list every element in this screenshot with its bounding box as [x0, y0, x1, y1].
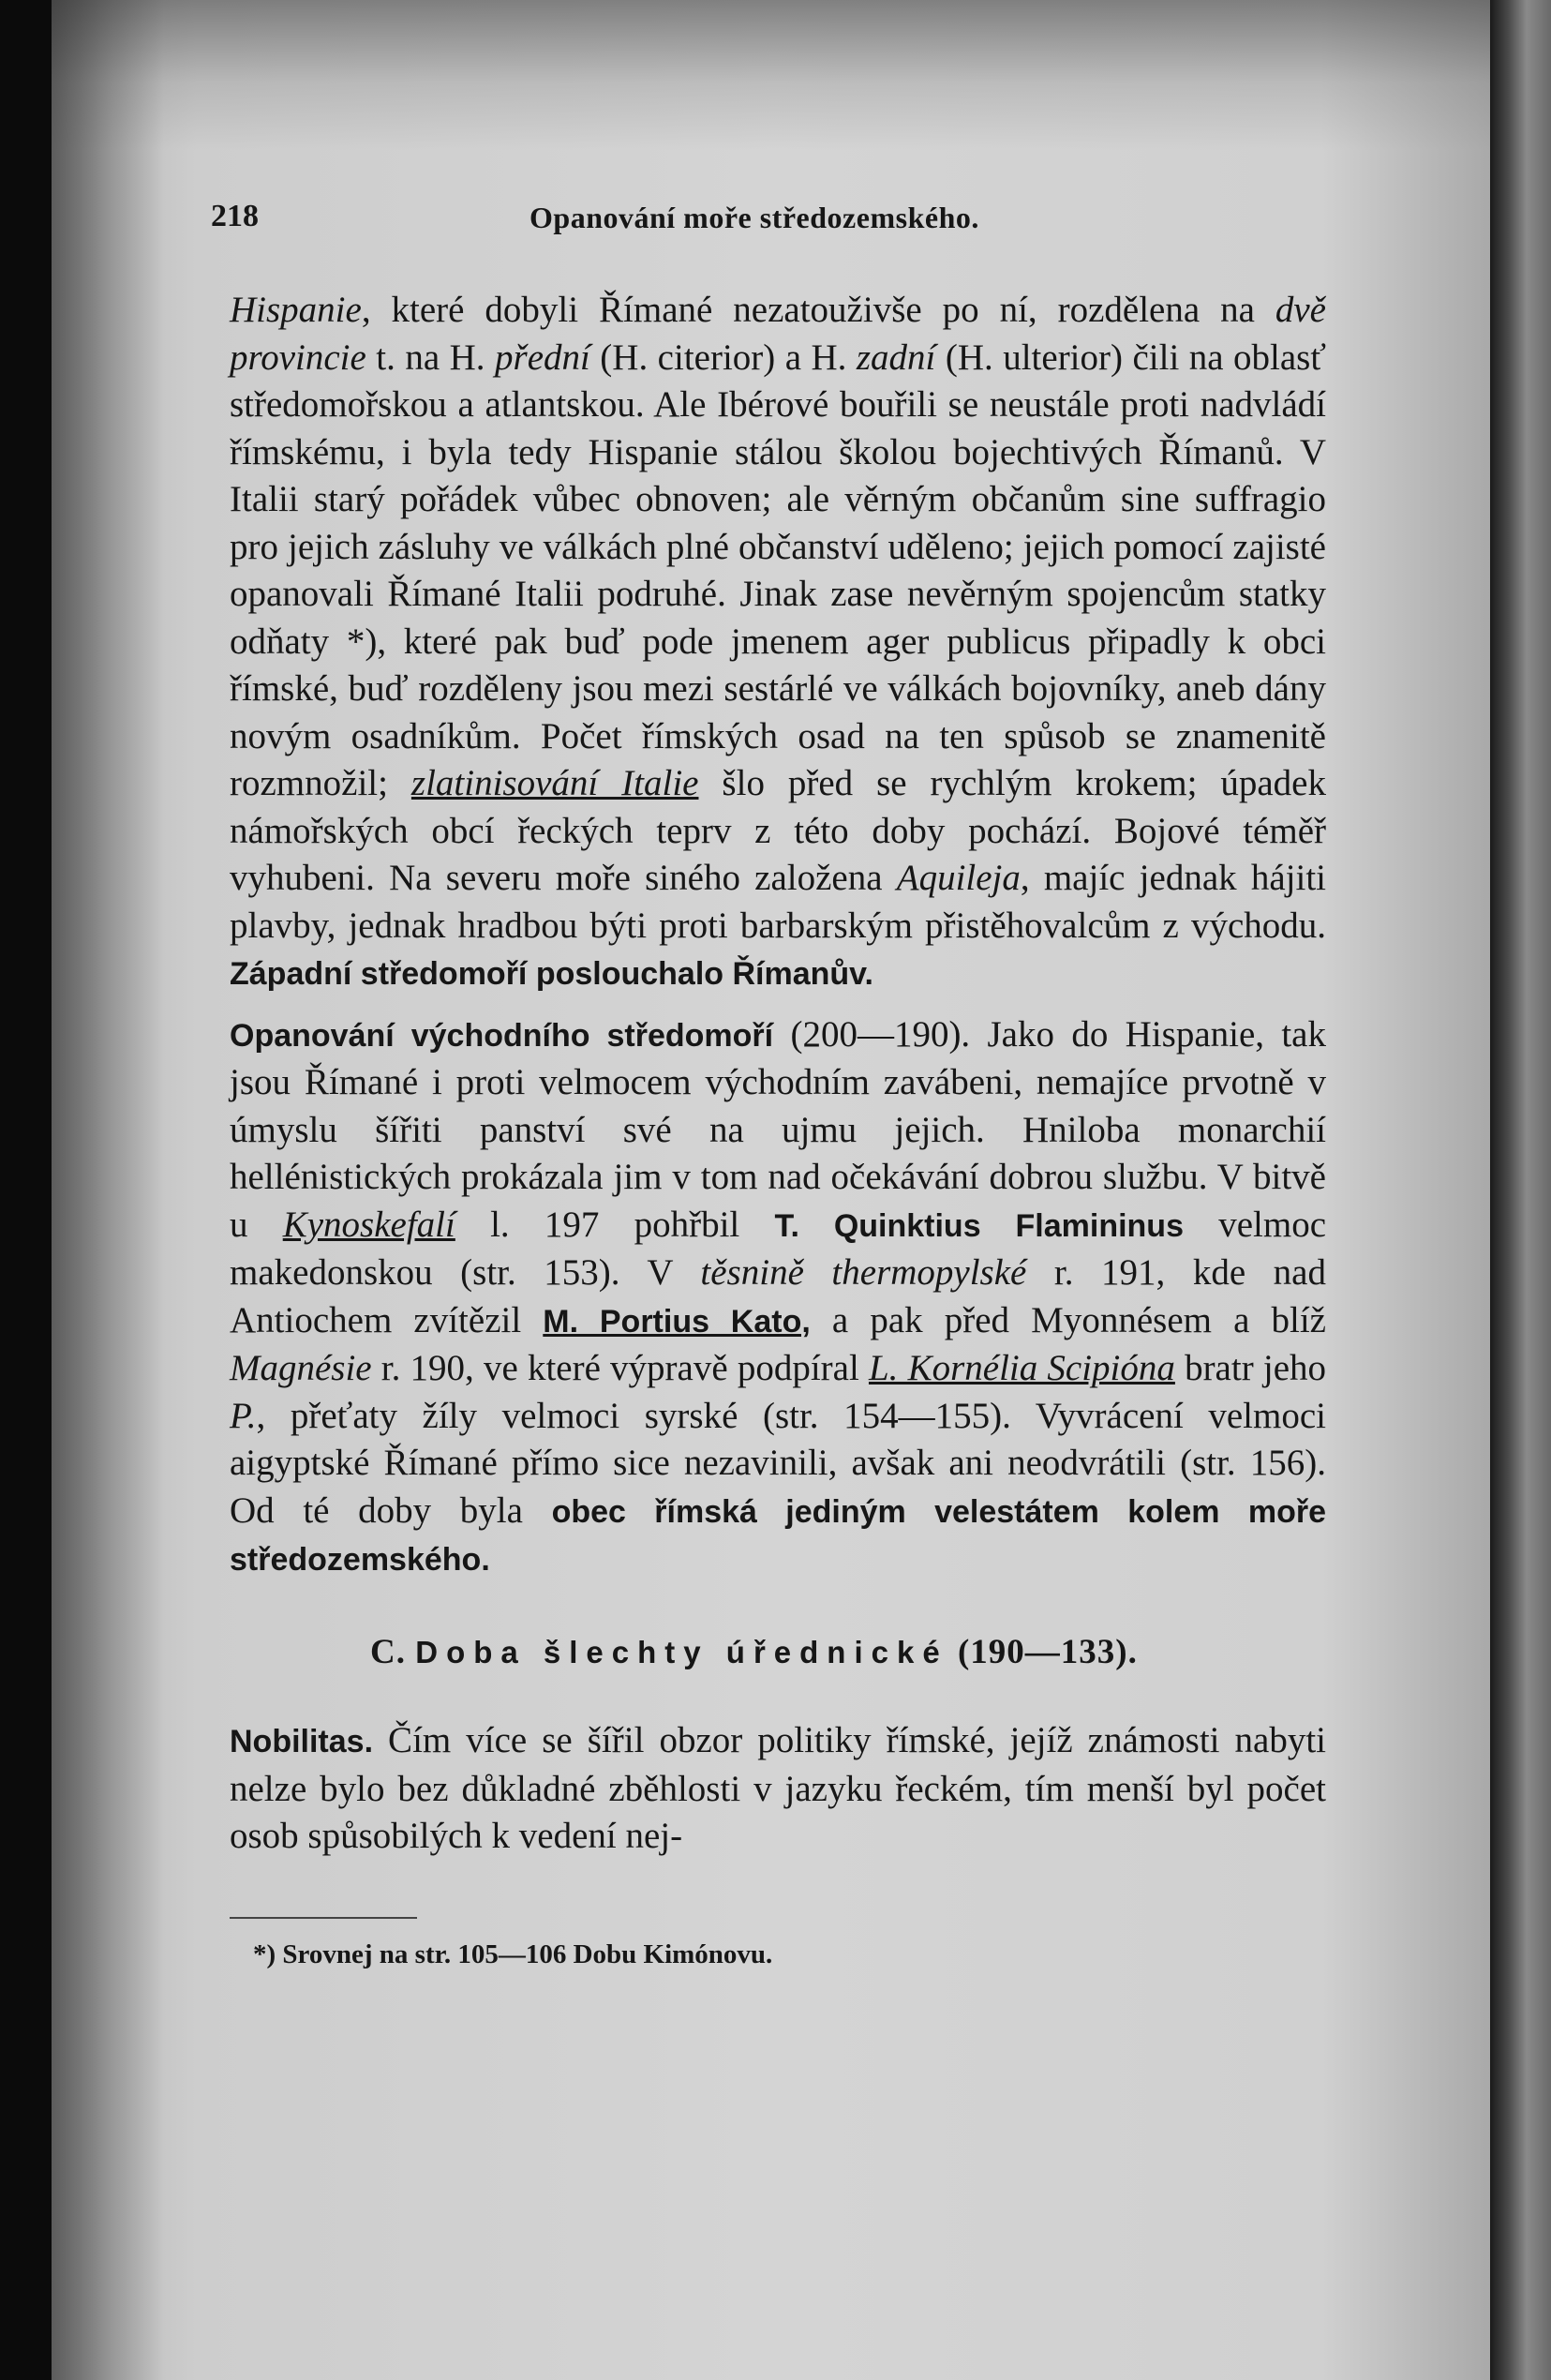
term-p: P.	[230, 1395, 257, 1436]
person-quinktius: T. Quinktius Flamininus	[774, 1207, 1184, 1244]
term-aquileja: Aquileja	[896, 858, 1021, 898]
term-zadni: zadní	[856, 337, 936, 378]
text-segment: , přeťaty žíly velmoci syrské (str. 154—155). Vyvrácení velmoci aigyptské Římané přímo sice nezavinili, avšak ani neodvrátili (str. 156). Od té doby byla	[230, 1395, 1326, 1531]
person-porcius: M. Portius Kato,	[543, 1303, 811, 1340]
text-segment: t. na H.	[365, 337, 496, 378]
paragraph-nobilitas	[230, 1717, 1326, 1861]
page-content	[211, 178, 1327, 1970]
page-number: 218	[211, 199, 259, 233]
term-tesnine: těsnině thermopylské	[700, 1252, 1027, 1293]
section-letter: C.	[370, 1632, 406, 1671]
section-years: (190—133).	[947, 1632, 1138, 1671]
running-title: Opanování moře středozemského.	[529, 201, 979, 234]
term-kynoskefali: Kynoskefalí	[282, 1204, 455, 1245]
text-segment: Čím více se šířil obzor politiky římské, jejíž známosti nabyti nelze bylo bez důkladné zběhlosti v jazyku řeckém, tím menší byl počet osob spůsobilých k vedení nej-	[230, 1720, 1326, 1856]
paragraph-hispanie	[230, 287, 1326, 998]
paragraph-vychod	[230, 1011, 1326, 1584]
section-title: Doba šlechty úřednické	[415, 1634, 948, 1669]
footnote: *) Srovnej na str. 105—106 Dobu Kimónovu.	[253, 1938, 773, 1969]
text-segment: (H. ulterior) čili na oblasť středomořskou a atlantskou. Ale Ibérové bouřili se neustále proti nadvládí římskému, i byla tedy Hispanie stálou školou bojechtivých Římanů. V Italii starý pořádek vůbec obnoven; ale věrným občanům sine suffragio pro jejich zásluhy ve válkách plné občanství uděleno; jejich pomocí zajisté opanovali Římané Italii podruhé. Jinak zase nevěrným spojencům statky odňaty *), které pak buď pode jmenem ager publicus připadly k obci římské, buď rozděleny jsou mezi sestárlé ve válkách bojovníky, aneb dány novým osadníkům. Počet římských osad na ten spůsob se znamenitě rozmnožil;	[230, 337, 1326, 803]
person-kornelia: L. Kornélia Scipióna	[868, 1348, 1175, 1388]
text-segment: a pak před Myonnésem a blíž	[810, 1299, 1326, 1340]
term-provincie: dvě provincie	[230, 290, 1326, 378]
text-segment: bratr jeho	[1174, 1348, 1327, 1388]
page-shadow-top	[52, 0, 1495, 150]
next-page-edge	[1490, 0, 1551, 2380]
section-heading	[230, 1629, 1326, 1677]
footnote-rule	[230, 1917, 417, 1919]
closing-statement: obec římská jediným velestátem kolem moře středozemského.	[230, 1493, 1326, 1578]
text-segment: r. 191, kde nad Antiochem zvítězil	[230, 1252, 1326, 1340]
paragraph-heading: Opanování východního středomoří	[230, 1017, 774, 1054]
text-segment: (200—190). Jako do Hispanie, tak jsou Římané i proti velmocem východním zavábeni, nemajíce prvotně v úmyslu šířiti panství své na ujmu jejich. Hniloba monarchií hellénistických prokázala jim v tom nad očekávání dobrou službu. V bitvě u	[230, 1013, 1326, 1245]
term-magnesie: Magnésie	[230, 1348, 372, 1388]
text-segment: (H. citerior) a H.	[589, 337, 857, 378]
term-zlatinisovani: zlatinisování Italie	[410, 763, 699, 803]
term-predni: přední	[495, 337, 590, 378]
text-segment: , majíc jednak hájiti plavby, jednak hradbou býti proti barbarským přistěhovalcům z východu.	[230, 858, 1326, 946]
paragraph-heading: Nobilitas.	[230, 1724, 374, 1759]
text-segment: šlo před se rychlým krokem; úpadek námořských obcí řeckých teprv z této doby pochází. Bojové téměř vyhubeni. Na severu moře siného založena	[230, 763, 1326, 898]
text-segment: velmoc makedonskou (str. 153). V	[230, 1204, 1327, 1293]
text-segment: , které dobyli Římané nezatouživše po ní, rozdělena na	[361, 290, 1275, 330]
text-segment: l. 197 pohřbil	[455, 1204, 775, 1245]
text-segment: r. 190, ve které výpravě podpíral	[371, 1348, 869, 1388]
page-shadow-gutter	[52, 0, 164, 2380]
term-hispanie: Hispanie	[230, 290, 362, 330]
closing-statement: Západní středomoří poslouchalo Římanův.	[230, 956, 874, 992]
running-head	[211, 178, 1326, 244]
